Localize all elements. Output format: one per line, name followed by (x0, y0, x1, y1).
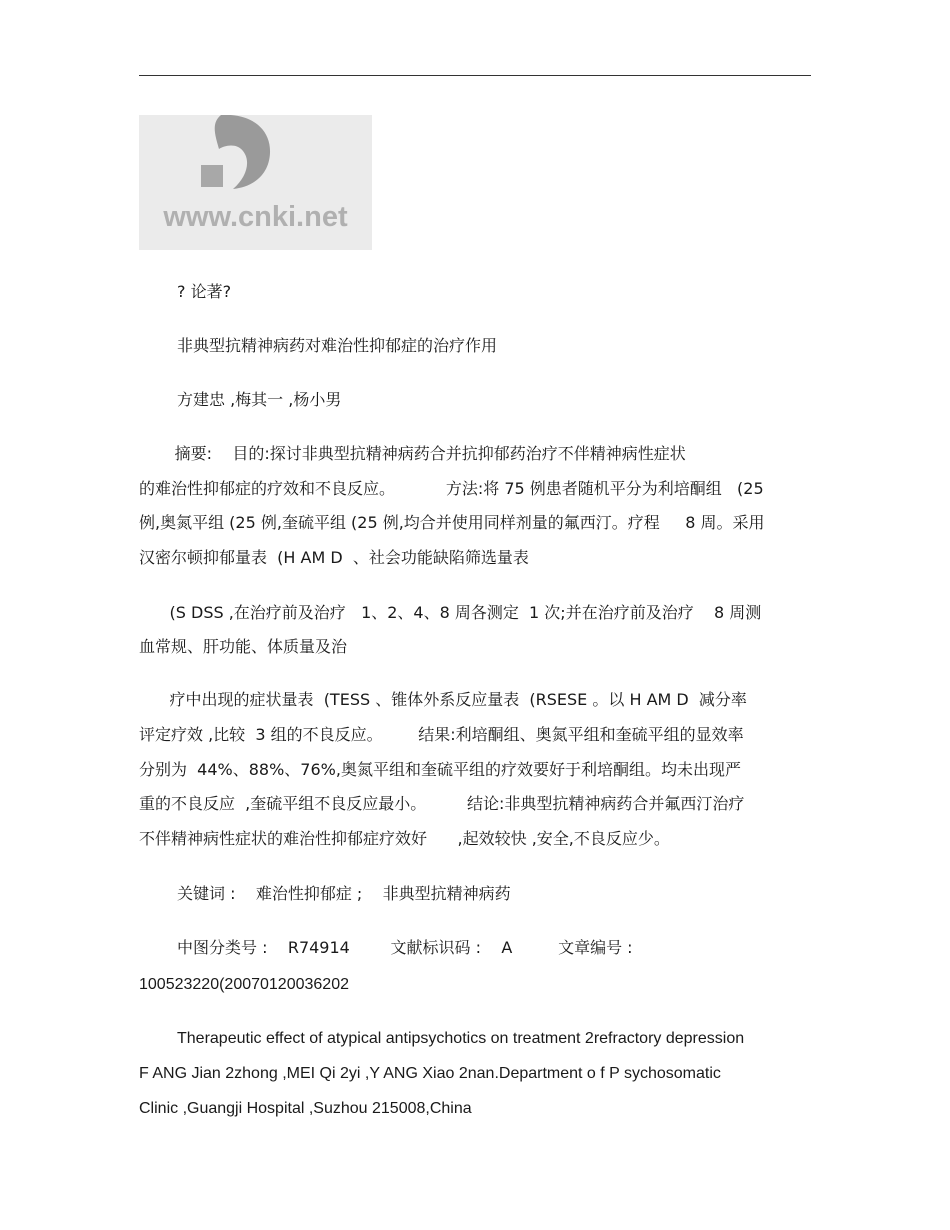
authors: 方建忠 ,梅其一 ,杨小男 (177, 390, 342, 409)
abstract-line: 重的不良反应 ,奎硫平组不良反应最小。 结论:非典型抗精神病药合并氟西汀治疗 (139, 794, 745, 813)
abstract-line: 不伴精神病性症状的难治性抑郁症疗效好 ,起效较快 ,安全,不良反应少。 (139, 829, 670, 848)
abstract-line: 例,奥氮平组 (25 例,奎硫平组 (25 例,均合并使用同样剂量的氟西汀。疗程 8 周。采用 (139, 513, 765, 532)
english-title: Therapeutic effect of atypical antipsychotics on treatment 2refractory depression (177, 1030, 745, 1047)
abstract-line: 血常规、肝功能、体质量及治 (139, 637, 348, 656)
cnki-logo (139, 115, 372, 250)
classification-line: 中图分类号 : R74914 文献标识码 : A 文章编号 : (177, 938, 633, 957)
english-authors: F ANG Jian 2zhong ,MEI Qi 2yi ,Y ANG Xiao 2nan.Department o f P sychosomatic (139, 1065, 721, 1082)
paper-title: 非典型抗精神病药对难治性抑郁症的治疗作用 (177, 336, 498, 355)
column-label: ? 论著? (177, 282, 232, 301)
abstract-line: 评定疗效 ,比较 3 组的不良反应。 结果:利培酮组、奥氮平组和奎硫平组的显效率 (139, 725, 744, 744)
abstract-line: 的难治性抑郁症的疗效和不良反应。 方法:将 75 例患者随机平分为利培酮组 (25 (139, 479, 764, 498)
article-number: 100523220(20070120036202 (139, 976, 349, 993)
top-rule (139, 75, 811, 76)
abstract-line: (S DSS ,在治疗前及治疗 1、2、4、8 周各测定 1 次;并在治疗前及治疗 8 周测 (139, 603, 762, 622)
english-affiliation: Clinic ,Guangji Hospital ,Suzhou 215008,China (139, 1100, 472, 1117)
abstract-line: 分别为 44%、88%、76%,奥氮平组和奎硫平组的疗效要好于利培酮组。均未出现严 (139, 760, 741, 779)
keywords: 关键词 : 难治性抑郁症 ; 非典型抗精神病药 (177, 884, 511, 903)
abstract-line: 疗中出现的症状量表 (TESS 、锥体外系反应量表 (RSESE 。以 H AM D 减分率 (139, 690, 747, 709)
abstract-line: 汉密尔顿抑郁量表 (H AM D 、社会功能缺陷筛选量表 (139, 548, 529, 567)
abstract-line: 摘要: 目的:探讨非典型抗精神病药合并抗抑郁药治疗不伴精神病性症状 (139, 444, 686, 463)
cnki-watermark-text: www.cnki.net (163, 201, 348, 233)
